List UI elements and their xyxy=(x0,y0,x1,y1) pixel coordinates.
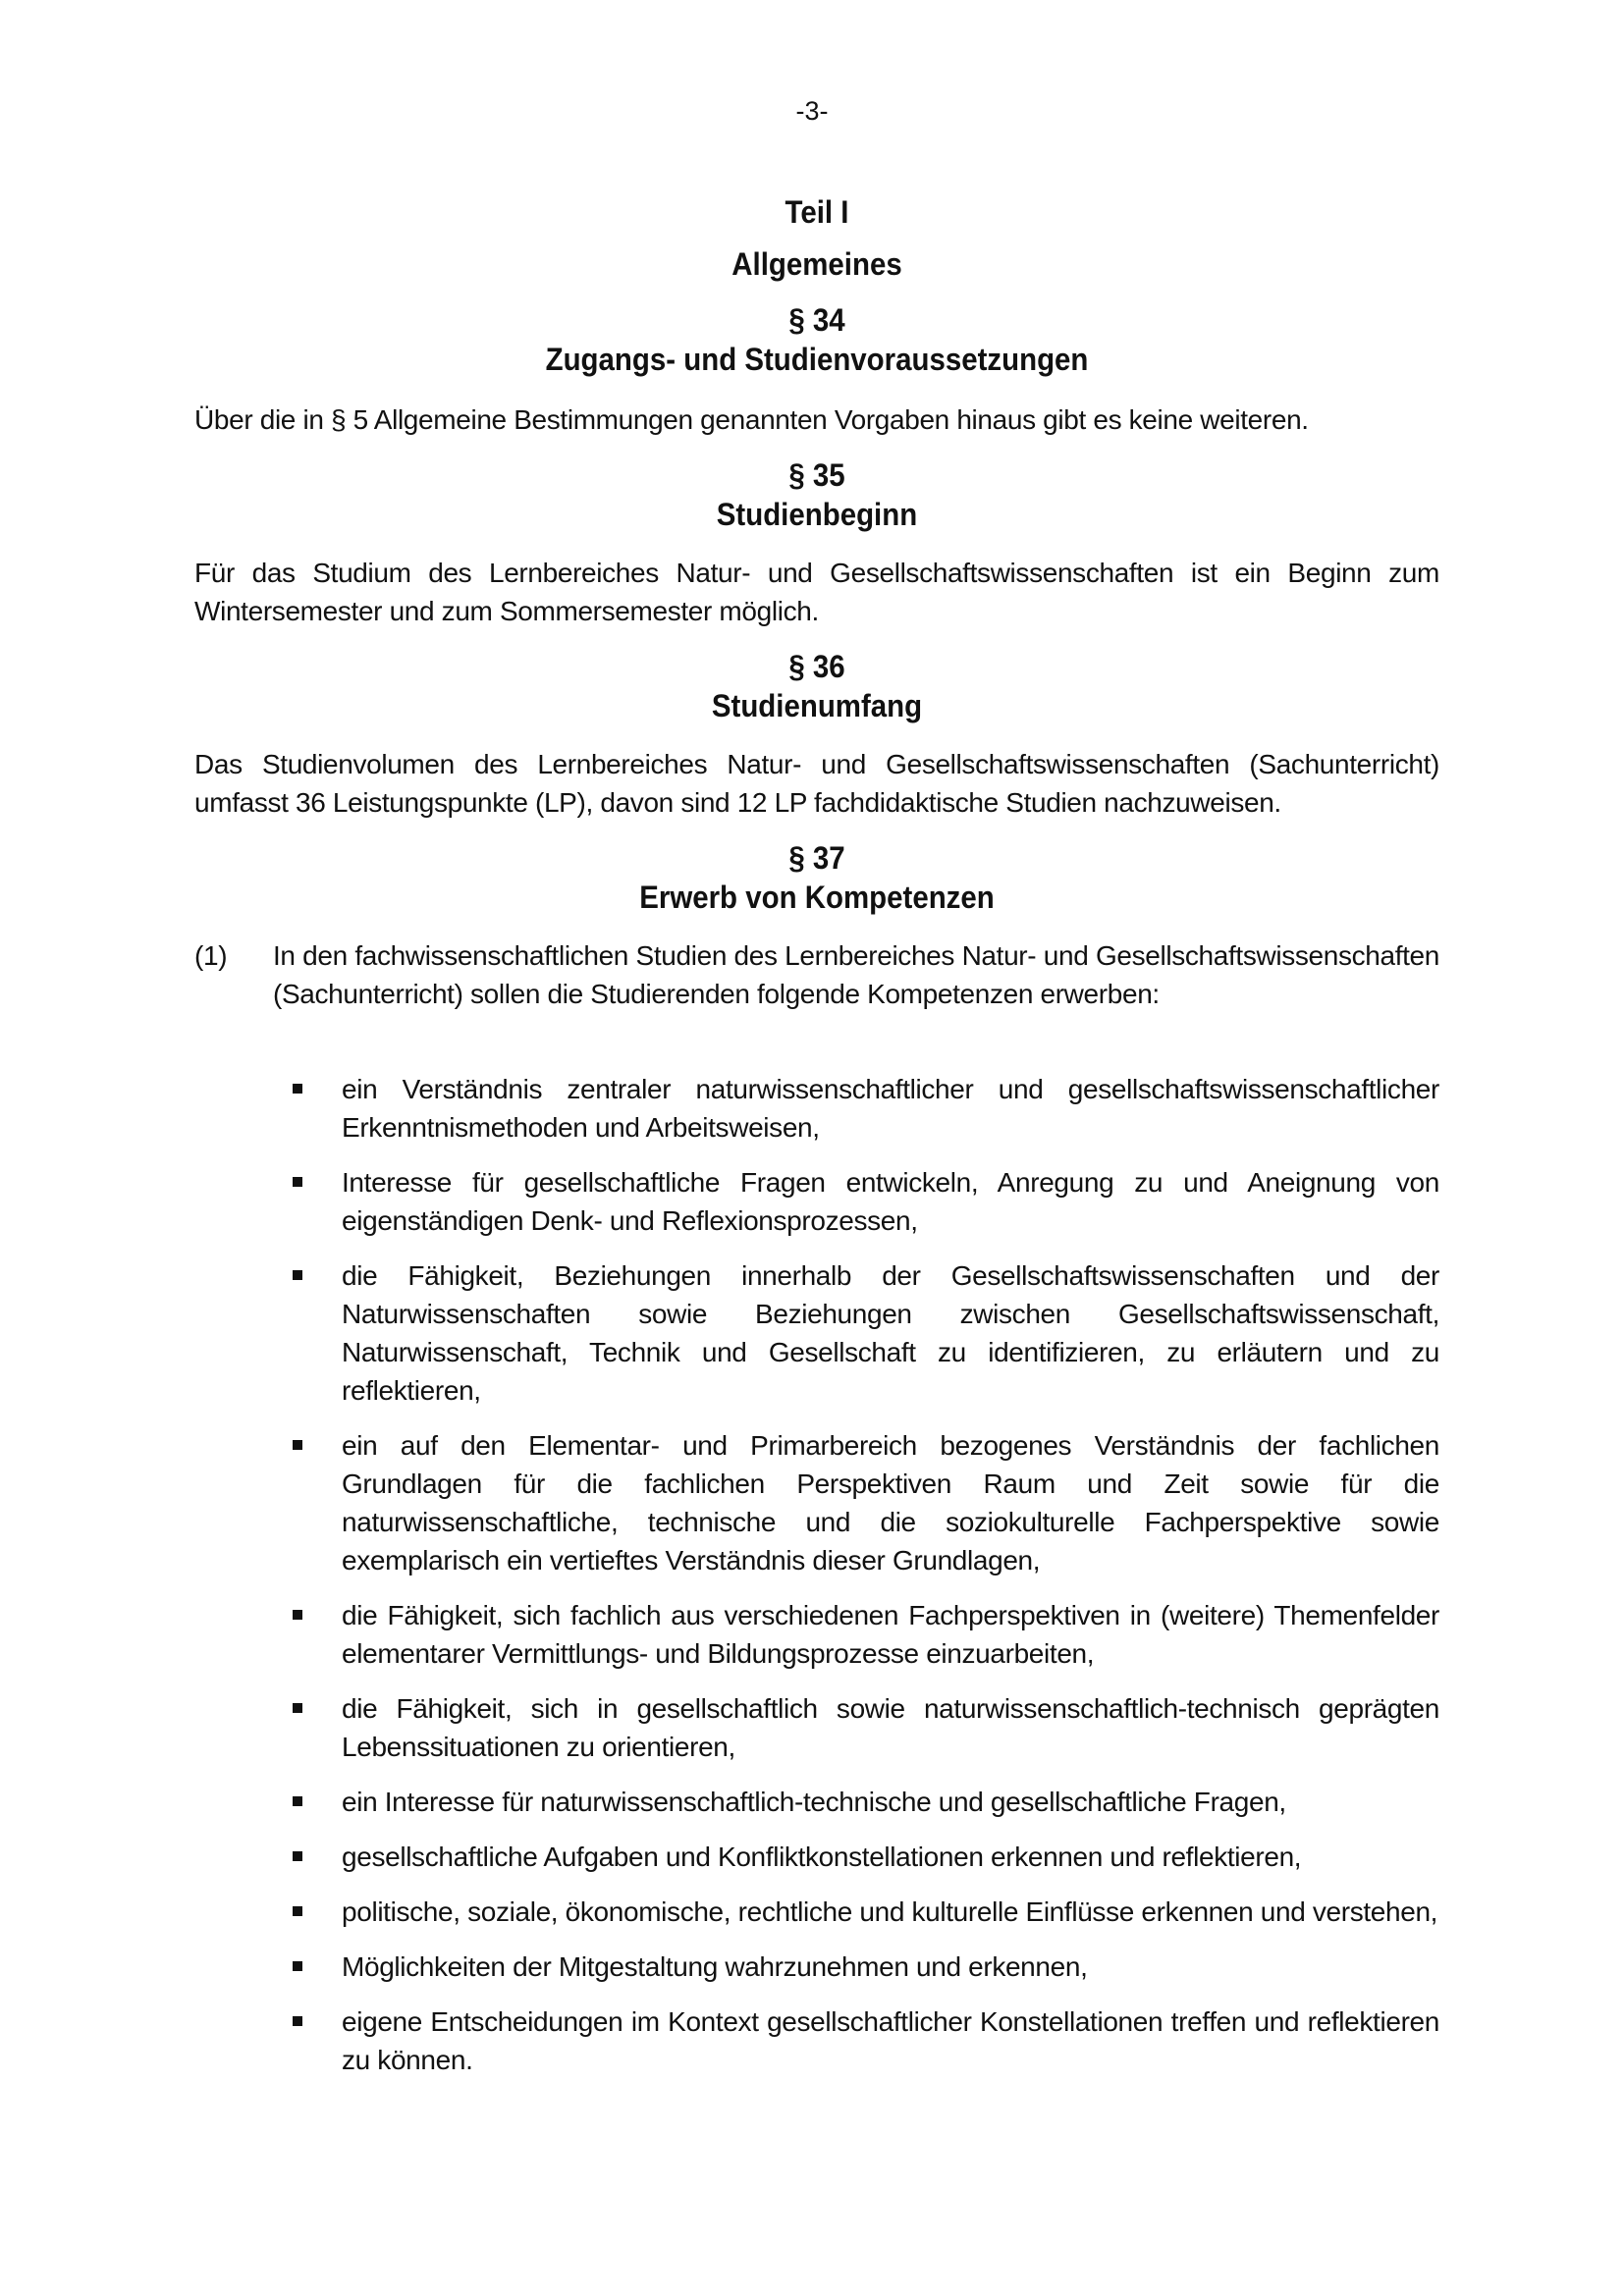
square-bullet-icon xyxy=(293,2016,302,2026)
list-item-text: ein auf den Elementar- und Primarbereich bezogenes Verständnis der fachlichen Grundlagen für die fachlichen Perspektiven Raum und Zeit sowie für die naturwissenschaftliche, technische und die soziokulturelle Fachperspektive sowie exemplarisch ein vertieftes Verständnis dieser Grundlagen, xyxy=(342,1430,1439,1575)
list-item-text: politische, soziale, ökonomische, rechtliche und kulturelle Einflüsse erkennen und verstehen, xyxy=(342,1896,1438,1927)
paragraph-number: (1) xyxy=(194,940,228,971)
square-bullet-icon xyxy=(293,1270,302,1280)
list-item xyxy=(293,1893,1439,1931)
section-title: Erwerb von Kompetenzen xyxy=(639,880,995,915)
competency-list xyxy=(293,1070,1439,2096)
list-item xyxy=(293,1783,1439,1821)
numbered-paragraph xyxy=(194,936,1439,1013)
square-bullet-icon xyxy=(293,1906,302,1916)
list-item xyxy=(293,1426,1439,1579)
section-title: Studienumfang xyxy=(711,688,923,723)
list-item-text: die Fähigkeit, sich fachlich aus verschiedenen Fachperspektiven in (weitere) Themenfelder elementarer Vermittlungs- und Bildungsprozesse einzuarbeiten, xyxy=(342,1600,1439,1669)
section-37 xyxy=(194,838,1439,917)
section-35-text xyxy=(194,554,1439,630)
section-number: § 36 xyxy=(788,649,845,684)
part-subtitle: Allgemeines xyxy=(731,246,902,282)
list-item-text: die Fähigkeit, sich in gesellschaftlich sowie naturwissenschaftlich-technisch geprägten Lebenssituationen zu orientieren, xyxy=(342,1693,1439,1762)
square-bullet-icon xyxy=(293,1440,302,1450)
part-title: Teil I xyxy=(785,194,849,230)
section-34-text xyxy=(194,400,1439,439)
part-subheading xyxy=(194,244,1439,284)
section-title: Zugangs- und Studienvoraussetzungen xyxy=(545,342,1089,377)
list-item-text: ein Interesse für naturwissenschaftlich-technische und gesellschaftliche Fragen, xyxy=(342,1787,1286,1817)
page-number: -3- xyxy=(795,96,829,126)
section-paragraph: Für das Studium des Lernbereiches Natur- und Gesellschaftswissenschaften ist ein Beginn zum Wintersemester und zum Sommersemester möglich. xyxy=(194,558,1439,626)
list-item-text: die Fähigkeit, Beziehungen innerhalb der Gesellschaftswissenschaften und der Naturwissenschaften sowie Beziehungen zwischen Gesellschaftswissenschaft, Naturwissenschaft, Technik und Gesellschaft zu identifizieren, zu erläutern und zu reflektieren, xyxy=(342,1260,1439,1406)
list-item xyxy=(293,1070,1439,1147)
section-number: § 34 xyxy=(788,302,845,338)
list-item xyxy=(293,2002,1439,2079)
section-34 xyxy=(194,300,1439,379)
square-bullet-icon xyxy=(293,1851,302,1861)
section-title: Studienbeginn xyxy=(716,497,918,532)
square-bullet-icon xyxy=(293,1796,302,1806)
list-item xyxy=(293,1163,1439,1240)
square-bullet-icon xyxy=(293,1703,302,1713)
list-item xyxy=(293,1256,1439,1410)
list-item xyxy=(293,1948,1439,1986)
square-bullet-icon xyxy=(293,1610,302,1620)
list-item xyxy=(293,1596,1439,1673)
section-36 xyxy=(194,647,1439,725)
section-36-text xyxy=(194,745,1439,822)
list-item-text: Möglichkeiten der Mitgestaltung wahrzunehmen und erkennen, xyxy=(342,1951,1088,1982)
section-35 xyxy=(194,455,1439,534)
square-bullet-icon xyxy=(293,1084,302,1094)
list-item-text: eigene Entscheidungen im Kontext gesellschaftlicher Konstellationen treffen und reflektieren zu können. xyxy=(342,2006,1439,2075)
square-bullet-icon xyxy=(293,1177,302,1187)
part-heading xyxy=(194,192,1439,232)
section-paragraph: Über die in § 5 Allgemeine Bestimmungen genannten Vorgaben hinaus gibt es keine weiteren. xyxy=(194,404,1309,435)
square-bullet-icon xyxy=(293,1961,302,1971)
list-item-text: ein Verständnis zentraler naturwissenschaftlicher und gesellschaftswissenschaftlicher Erkenntnismethoden und Arbeitsweisen, xyxy=(342,1074,1439,1143)
list-item xyxy=(293,1689,1439,1766)
list-item-text: Interesse für gesellschaftliche Fragen entwickeln, Anregung zu und Aneignung von eigenständigen Denk- und Reflexionsprozessen, xyxy=(342,1167,1439,1236)
section-paragraph: Das Studienvolumen des Lernbereiches Natur- und Gesellschaftswissenschaften (Sachunterricht) umfasst 36 Leistungspunkte (LP), davon sind 12 LP fachdidaktische Studien nachzuweisen. xyxy=(194,749,1439,818)
section-number: § 37 xyxy=(788,840,845,876)
list-item-text: gesellschaftliche Aufgaben und Konfliktkonstellationen erkennen und reflektieren, xyxy=(342,1842,1302,1872)
section-number: § 35 xyxy=(788,457,845,493)
list-item xyxy=(293,1838,1439,1876)
paragraph-intro: In den fachwissenschaftlichen Studien des Lernbereiches Natur- und Gesellschaftswissenschaften (Sachunterricht) sollen die Studierenden folgende Kompetenzen erwerben: xyxy=(273,940,1439,1009)
